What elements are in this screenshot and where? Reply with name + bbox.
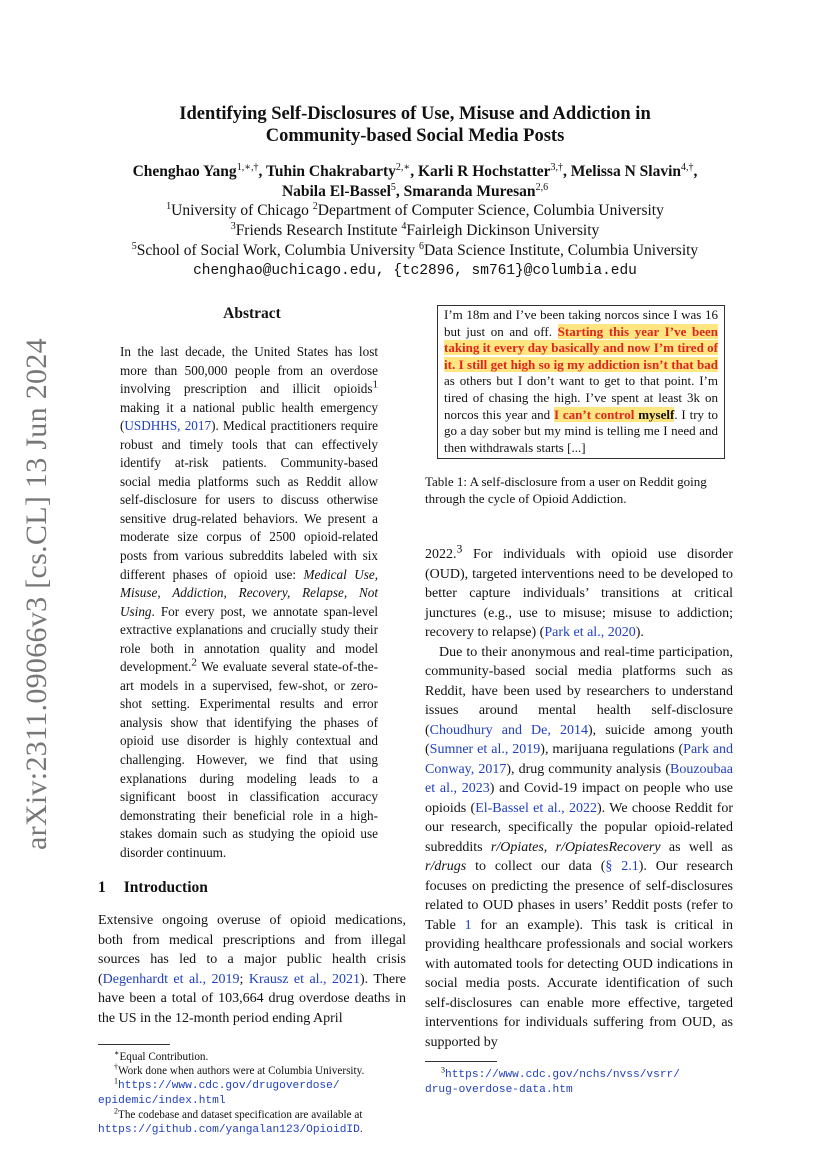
citation-link[interactable]: El-Bassel et al., 2022: [475, 800, 597, 816]
introduction-text-continued: [425, 542, 734, 1052]
affil-mark: 6: [418, 240, 424, 252]
affil-text: Department of Computer Science, Columbia University: [317, 202, 664, 219]
abstract-segment: We evaluate several state-of-the-art models in a supervised, few-shot, or zero-shot setting. Experimental results and error analysis show that identifying the phases of opioid use disorder is highly contextual and challenging. However, we find that using explanations during modeling leads to a significant boost in classification accuracy demonstrating their beneficial role in a high-stakes domain such as studying the opioid use disorder continuum.: [120, 659, 378, 860]
section-title: Introduction: [123, 879, 208, 897]
table-caption: Table 1: A self-disclosure from a user on Reddit going through the cycle of Opioid Addiction.: [425, 474, 707, 507]
left-column: [98, 305, 406, 1137]
abstract-text: [120, 343, 378, 862]
footnote-ref[interactable]: 1: [372, 378, 378, 391]
title-line-2: Community-based Social Media Posts: [265, 126, 565, 146]
affil-mark: 3: [230, 220, 236, 232]
footnote-url[interactable]: https://github.com/yangalan123/OpioidID: [98, 1124, 360, 1137]
highlighted-span: myself: [638, 406, 675, 422]
affil-text: School of Social Work, Columbia University: [136, 242, 419, 259]
right-column: [425, 305, 733, 1097]
body-segment: ), suicide among youth (: [425, 722, 733, 758]
footnote-divider: [425, 1061, 497, 1062]
affil-mark: 1: [166, 200, 172, 212]
citation-link[interactable]: Degenhardt et al., 2019: [102, 971, 240, 987]
footnote-text: Equal Contribution.: [119, 1051, 209, 1064]
affil-mark: 4: [401, 220, 407, 232]
body-segment: ). There have been a total of 103,664 drug overdose deaths in the US in the 12-month period ending April: [98, 971, 406, 1026]
abstract-segment: In the last decade, the United States has lost more than 500,000 people from an overdose involving prescription and illicit opioids: [120, 344, 378, 397]
body-segment: ), drug community analysis (: [506, 761, 670, 777]
post-text: I’m 18m and I’ve been taking norcos since I was 16 but just on and off.: [444, 307, 718, 339]
body-segment: as well as: [660, 839, 733, 855]
footnote-mark: †: [114, 1062, 118, 1072]
author-list: Chenghao Yang$^{1,∗,\dagger}$, Tuhin Chakrabarty$^{2,∗}$, Karli R Hochstatter$^{3,\dagger}$, Melissa N Slavin$^{4,\dagger}$, Nabila El-Bassel$^5$, Smaranda Muresan$^{2,6}$: [132, 161, 698, 200]
paragraph: [425, 643, 733, 1053]
author-name: Tuhin Chakrabarty: [265, 163, 396, 180]
citation-link[interactable]: Choudhury and De, 2014: [429, 722, 588, 738]
body-segment: ). Our research focuses on predicting the presence of self-disclosures related to OUD phases in users’ Reddit posts (refer to Table: [425, 859, 734, 933]
body-segment: Extensive ongoing overuse of opioid medications, both from medical prescriptions and from illegal sources has led to a major public health crisis (: [98, 913, 406, 987]
section-reference-link[interactable]: § 2.1: [605, 859, 639, 875]
example-reddit-post: [437, 305, 725, 459]
footnote-mark: 3: [441, 1065, 445, 1075]
paragraph: [425, 542, 733, 643]
author-affil-mark: 2,6: [535, 181, 549, 193]
subreddit-names: r/Opiates, r/OpiatesRecovery: [490, 839, 661, 855]
author-affil-mark: 5: [390, 181, 396, 193]
footnote-affiliation-note: [98, 1064, 406, 1078]
author-name: Smaranda Muresan: [403, 183, 536, 200]
footnote-3: [425, 1067, 733, 1097]
footnote-url[interactable]: https://www.cdc.gov/drugoverdose/: [118, 1080, 340, 1093]
author-affil-mark: 3,†: [550, 161, 564, 173]
body-segment: ;: [239, 971, 249, 987]
footnote-mark: ∗: [114, 1048, 120, 1058]
footnote-url[interactable]: epidemic/index.html: [98, 1095, 226, 1108]
highlighted-span: I can’t control: [553, 406, 639, 422]
affil-text: University of Chicago: [171, 202, 313, 219]
body-segment: for an example). This task is critical in providing healthcare professionals and social workers with automated tools for detecting OUD indications in social media posts. Accurate identification of such self-disclosures can enable more effective, targeted interventions for individuals suffering from OUD, as supported by: [425, 917, 733, 1050]
subreddit-name: r/drugs: [425, 859, 467, 875]
table-reference-link[interactable]: 1: [464, 917, 472, 933]
author-name: Nabila El-Bassel: [281, 183, 391, 200]
body-segment: to collect our data (: [466, 859, 606, 875]
author-affil-mark: 1,∗,†: [236, 161, 259, 173]
footnote-2: [98, 1108, 406, 1137]
citation-link[interactable]: Park et al., 2020: [544, 625, 636, 641]
affiliation-line: [95, 241, 735, 261]
paper-title: [110, 103, 720, 147]
post-text: . I try to go a day sober but my mind is telling me I need and then withdrawals starts [...]: [444, 406, 718, 455]
footnote-text: Work done when authors were at Columbia University.: [118, 1065, 365, 1078]
affil-mark: 2: [312, 200, 318, 212]
footnote-ref[interactable]: 2: [191, 656, 197, 669]
abstract-segment: making it a national public health emergency (: [120, 399, 378, 434]
abstract-segment: . For every post, we annotate span-level extractive explanations and crucially study their role both in annotation quality and model development.: [120, 603, 378, 675]
body-segment: ) and Covid-19 impact on people who use opioids (: [425, 781, 733, 816]
author-name: Melissa N Slavin: [570, 163, 682, 180]
body-segment: For individuals with opioid use disorder (OUD), targeted interventions need to be developed to better capture individuals’ transitions at critical junctures (e.g., use to misuse; misuse to addiction; recovery to relapse) (: [425, 547, 733, 641]
author-emails: chenghao@uchicago.edu, {tc2896, sm761}@columbia.edu: [193, 263, 637, 279]
affiliation-line: [95, 221, 735, 241]
affiliation-line: [95, 201, 735, 221]
footnote-ref[interactable]: 3: [456, 542, 463, 556]
author-affil-mark: 2,∗: [395, 161, 411, 173]
citation-link[interactable]: USDHHS, 2017: [124, 418, 212, 434]
title-line-1: Identifying Self-Disclosures of Use, Misuse and Addiction in: [179, 104, 651, 124]
footnote-1: [98, 1078, 406, 1108]
affiliations: [95, 201, 735, 281]
citation-link[interactable]: Krausz et al., 2021: [248, 971, 360, 987]
opioid-phases: Medical Use, Misuse, Addiction, Recovery, Relapse, Not Using: [120, 566, 378, 619]
author-affil-mark: 4,†: [681, 161, 694, 173]
body-segment: ). We choose Reddit for our research, specifically the popular opioid-related subreddits: [425, 800, 733, 855]
abstract-heading: Abstract: [223, 305, 281, 322]
arxiv-identifier-stamp: arXiv:2311.09066v3 [cs.CL] 13 Jun 2024: [20, 338, 53, 850]
body-segment: Due to their anonymous and real-time participation, community-based social media platforms such as Reddit, have been used by researchers to understand issues around mental health self-disclosure (: [425, 644, 733, 738]
affil-text: Fairleigh Dickinson University: [406, 222, 600, 239]
affil-text: Friends Research Institute: [235, 222, 402, 239]
section-heading-introduction: [98, 879, 406, 897]
body-segment: 2022.: [425, 547, 457, 563]
footnote-mark: 1: [114, 1076, 118, 1086]
abstract-segment: ). Medical practitioners require robust and timely tools that can effectively identify at-risk patients. Community-based social media platforms such as Reddit allow self-disclosure for users to discuss otherwise sensitive drug-related behaviors. We present a moderate size corpus of 2500 opioid-related posts from various subreddits labeled with six different phases of opioid use:: [120, 418, 378, 582]
affil-mark: 5: [131, 240, 137, 252]
section-number: 1: [98, 879, 106, 897]
body-segment: ), marijuana regulations (: [540, 742, 684, 758]
footnote-divider: [98, 1044, 170, 1045]
citation-link[interactable]: Park and Conway, 2017: [425, 742, 733, 777]
footnote-equal-contribution: [98, 1050, 406, 1064]
highlighted-span: Starting this year I’ve been taking it every day basically and now I’m tired of it. I still get high so ig my addiction isn’t that bad: [444, 323, 718, 372]
footnote-mark: 2: [114, 1106, 118, 1116]
footnote-url[interactable]: https://www.cdc.gov/nchs/nvss/vsrr/: [445, 1069, 680, 1082]
author-name: Karli R Hochstatter: [417, 163, 551, 180]
author-name: Chenghao Yang: [132, 163, 237, 180]
body-segment: ).: [635, 625, 644, 641]
introduction-text: [98, 911, 406, 1028]
footnote-url[interactable]: drug-overdose-data.htm: [425, 1084, 573, 1097]
footnote-text: The codebase and dataset specification are available at: [118, 1109, 363, 1122]
post-text: as others but I don’t want to get to that point. I’m tired of chasing the high. I’ve spent at least 3k on norcos this year and: [444, 373, 718, 422]
footnote-text: .: [359, 1123, 363, 1136]
citation-link[interactable]: Bouzoubaa et al., 2023: [425, 761, 733, 797]
affil-text: Data Science Institute, Columbia University: [423, 242, 699, 259]
citation-link[interactable]: Sumner et al., 2019: [429, 742, 541, 758]
